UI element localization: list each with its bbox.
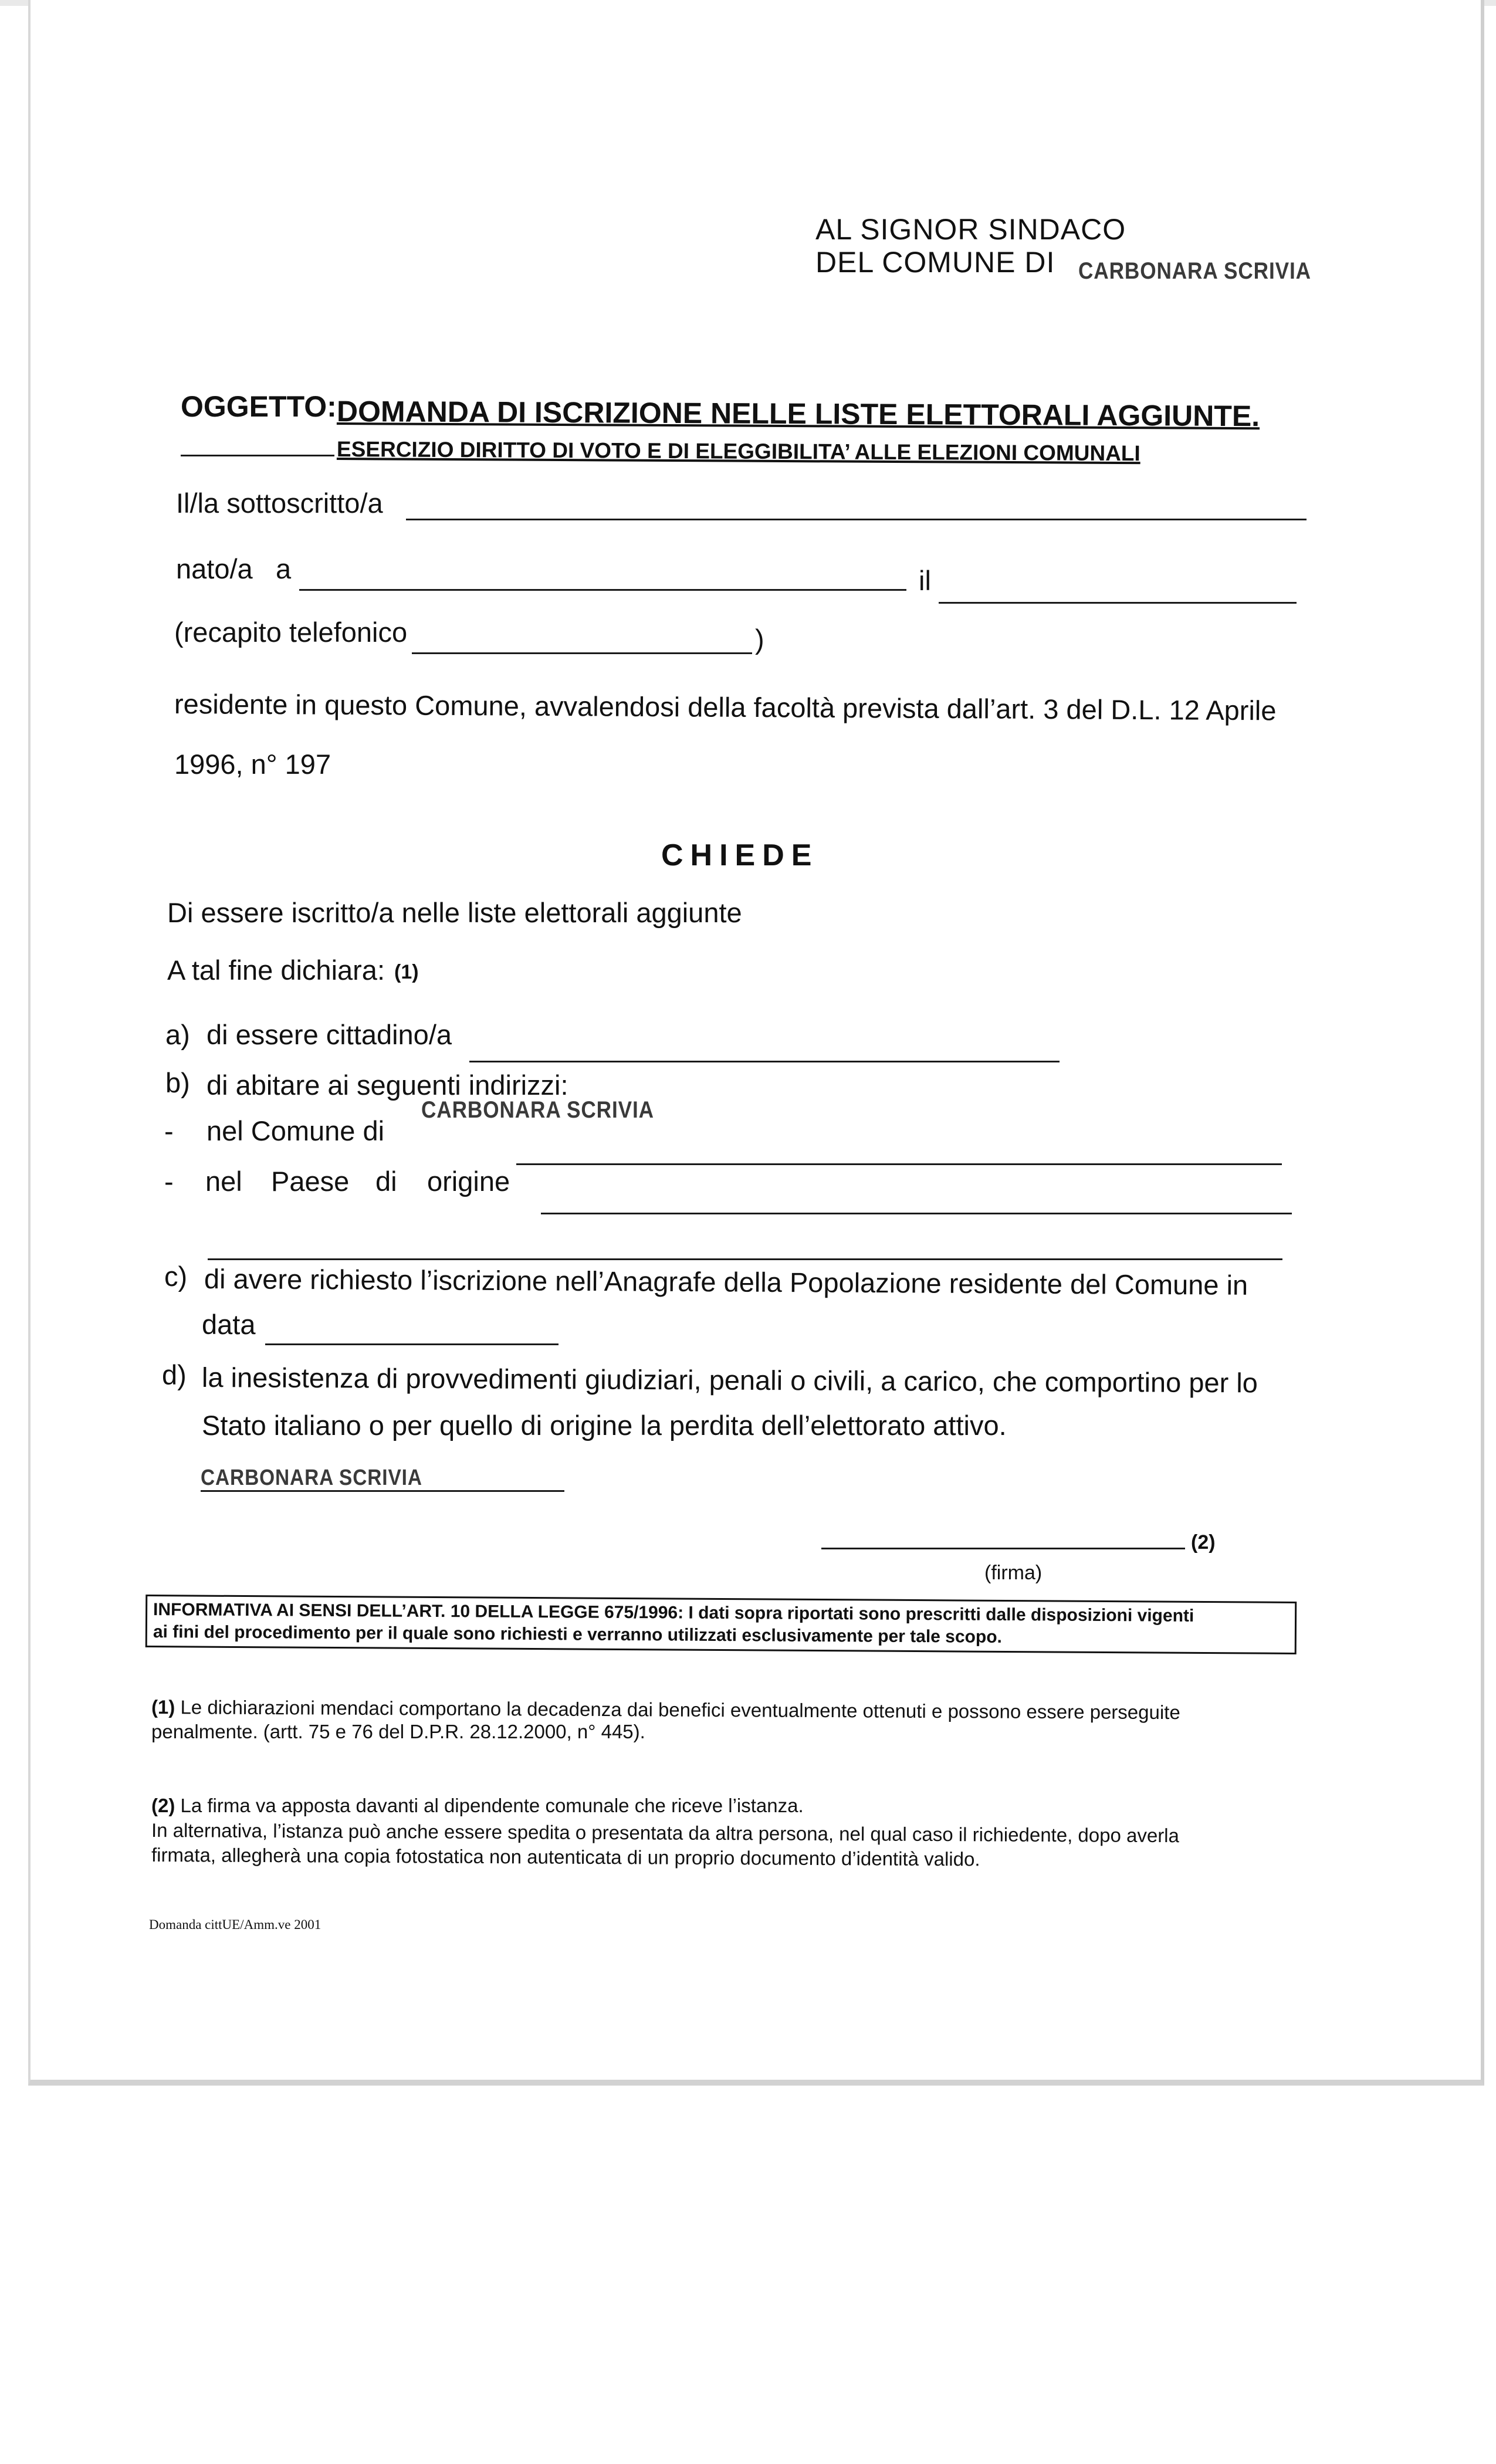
nato-a-label: a — [276, 553, 292, 584]
dichiara-ref: (1) — [394, 961, 419, 983]
iscritto-text: Di essere iscritto/a nelle liste elettorali aggiunte — [167, 897, 742, 928]
paese-label-2: Paese — [271, 1166, 350, 1197]
item-b-marker: b) — [165, 1067, 190, 1098]
scan-background — [0, 2086, 1496, 2464]
subject-rule — [181, 455, 334, 456]
informativa-line-2: ai fini del procedimento per il quale sono richiesti e verranno utilizzati esclusivamente per tale scopo. — [153, 1622, 1003, 1647]
paese-label-3: di — [375, 1166, 397, 1197]
note-2 — [151, 1794, 804, 1817]
birthplace-input-line[interactable] — [299, 589, 906, 591]
note-2-text: La firma va apposta davanti al dipendente comunale che riceve l’istanza. — [180, 1795, 804, 1816]
sottoscritto-input-line[interactable] — [406, 519, 1307, 520]
residence-text-2: 1996, n° 197 — [174, 749, 331, 780]
registration-date-input-line[interactable] — [265, 1343, 559, 1345]
item-d-marker: d) — [162, 1359, 187, 1390]
chiede-heading: CHIEDE — [661, 838, 819, 872]
item-d-text-2: Stato italiano o per quello di origine la perdita dell’elettorato attivo. — [202, 1410, 1007, 1441]
comune-address-stamp: CARBONARA SCRIVIA — [421, 1097, 654, 1123]
signature-input-line[interactable] — [821, 1548, 1185, 1549]
comune-dash: - — [164, 1115, 174, 1146]
item-a-text: di essere cittadino/a — [207, 1019, 452, 1050]
note-1-ref: (1) — [151, 1696, 175, 1718]
paese-label-4: origine — [427, 1166, 510, 1197]
item-c-marker: c) — [164, 1261, 188, 1292]
comune-label: nel Comune di — [207, 1115, 385, 1146]
residence-text: residente in questo Comune, avvalendosi della facoltà prevista dall’art. 3 del D.L. 12 Aprile — [174, 688, 1277, 726]
citizenship-input-line[interactable] — [469, 1061, 1060, 1062]
signature-label: (firma) — [984, 1562, 1043, 1584]
item-d-text: la inesistenza di provvedimenti giudiziari, penali o civili, a carico, che comportino per lo — [201, 1362, 1258, 1399]
addressee-line-1: AL SIGNOR SINDACO — [815, 213, 1126, 246]
recapito-label: (recapito telefonico — [174, 617, 408, 648]
nato-label: nato/a — [176, 553, 253, 584]
origin-address-input-line-2[interactable] — [208, 1258, 1282, 1260]
comune-stamp: CARBONARA SCRIVIA — [1078, 258, 1311, 284]
note-2-text-2: In alternativa, l’istanza può anche essere spedita o presentata da altra persona, nel qual caso il richiedente, dopo averla — [151, 1819, 1180, 1847]
comune-address-input-line[interactable] — [516, 1163, 1282, 1165]
informativa-box — [145, 1595, 1297, 1654]
paese-dash: - — [164, 1166, 174, 1197]
subject-label: OGGETTO: — [181, 390, 337, 423]
il-label: il — [919, 565, 931, 596]
item-c-text: di avere richiesto l’iscrizione nell’Anagrafe della Popolazione residente del Comune in — [204, 1263, 1248, 1301]
dichiara-text: A tal fine dichiara: — [167, 955, 385, 986]
note-2-text-3: firmata, allegherà una copia fotostatica non autenticata di un proprio documento d’identità valido. — [151, 1844, 980, 1870]
subject-title: DOMANDA DI ISCRIZIONE NELLE LISTE ELETTORALI AGGIUNTE. — [336, 395, 1260, 433]
note-2-ref: (2) — [151, 1795, 175, 1816]
signature-ref: (2) — [1191, 1531, 1216, 1553]
footer-code: Domanda cittUE/Amm.ve 2001 — [149, 1917, 321, 1932]
item-b-text: di abitare ai seguenti indirizzi: — [207, 1069, 568, 1101]
addressee-line-2: DEL COMUNE DI — [815, 246, 1055, 279]
note-1-text: Le dichiarazioni mendaci comportano la decadenza dai benefici eventualmente ottenuti e possono essere perseguite — [180, 1696, 1180, 1724]
sottoscritto-label: Il/la sottoscritto/a — [176, 488, 383, 519]
place-stamp: CARBONARA SCRIVIA — [201, 1465, 422, 1490]
birthdate-input-line[interactable] — [939, 602, 1297, 604]
origin-address-input-line[interactable] — [541, 1213, 1292, 1214]
paese-label-1: nel — [205, 1166, 242, 1197]
phone-input-line[interactable] — [412, 652, 752, 654]
recapito-close: ) — [755, 624, 764, 655]
place-date-input-line[interactable] — [201, 1490, 564, 1492]
item-c-text-2: data — [202, 1309, 256, 1340]
informativa-line-1: INFORMATIVA AI SENSI DELL’ART. 10 DELLA LEGGE 675/1996: I dati sopra riportati sono prescritti dalle disposizioni vigenti — [153, 1600, 1194, 1626]
item-a-marker: a) — [165, 1019, 190, 1050]
note-1-text-2: penalmente. (artt. 75 e 76 del D.P.R. 28.12.2000, n° 445). — [151, 1721, 645, 1742]
subject-subtitle: ESERCIZIO DIRITTO DI VOTO E DI ELEGGIBILITA’ ALLE ELEZIONI COMUNALI — [336, 437, 1140, 466]
